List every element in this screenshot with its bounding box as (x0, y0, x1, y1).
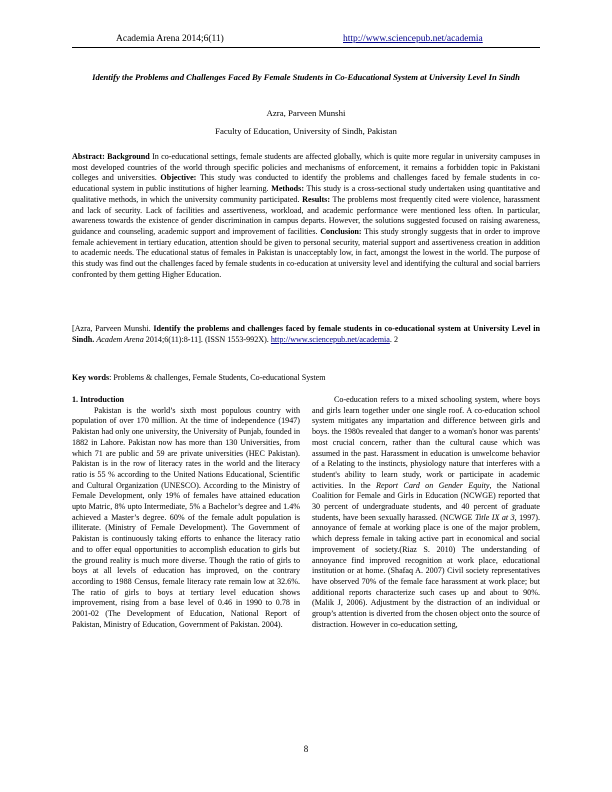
intro-paragraph-1: Pakistan is the world’s sixth most populous country with population of over 170 million. At the time of independence (1947) Pakistan had only one university, the University of Punjab, founded in 1882 in Lahore. Pakistan now has more than 130 Universities, from which 71 are public and 59 are private universities (HEC Pakistan). Pakistan is in the row of literacy rates in the world and the literacy ratio is 55 % according to the United Nations Educational, Scientific and Cultural Organization (UNESCO). According to the Ministry of Female Development, only 19% of females have attained education upto Matric, 8% upto Intermediate, 5% a Bachelor’s degree and 1.4% achieved a Master’s degree. 60% of the female adult population is illiterate. (Ministry of Female Development). The Government of Pakistan is continuously taking efforts to enhance the literacy ratio and to offer equal opportunities to accomplish education to girls but the ground reality is much more diverse. Though the ratio of girls to boys at all levels of education has improved, on the contrary according to 1988 Census, female literacy rate remain low at 32.6%. The ratio of girls to boys at tertiary level education shows improvement, rising from a base level of 0.46 in 1990 to 0.78 in 2001-02 (The Development of Education, National Report of Pakistan, Ministry of Education, Government of Pakistan. 2004). (72, 405, 300, 629)
citation-details: 2014;6(11):8-11]. (ISSN 1553-992X). (145, 334, 269, 344)
report-card-title: Report Card on Gender Equity (376, 480, 490, 490)
right-column (312, 395, 540, 630)
title-ix-reference: Title IX at 3 (474, 512, 515, 522)
keywords-label: Key words (72, 373, 110, 382)
coeducation-text-b: , the National Coalition for Female and Girls in Education (NCWGE) reported that 30 percent of undergraduate students, and 40 percent of graduate students, have been sexually harassed. (NCWGE (312, 480, 540, 522)
page-number: 8 (303, 744, 309, 754)
citation-title: Identify the problems and challenges faced by female students in co-educational system at University Level in Sindh. (72, 324, 540, 344)
background-text: In co-educational settings, female students are affected globally, which is quite more regular in university campuses in most developed countries of the world through specific policies and mechanisms of enforcement, it remains a forbidden topic in Pakistani colleges and universities. (72, 152, 540, 183)
header-rule (72, 47, 540, 48)
paper-affiliation: Faculty of Education, University of Sindh, Pakistan (215, 126, 397, 136)
keywords-text: : Problems & challenges, Female Students, Co-educational System (109, 373, 326, 382)
coeducation-text-c: , 1997). annoyance of female at working place is one of the major problem, which depress female in taking active part in economical and social improvement of society.(Riaz S. 2010) The understanding of annoyance find improved recognition at work place, educational institution or at home. (Shafaq A. 2007) Civil society representatives have observed 70% of the female face harassment at work place; but additional reports characterize such cases up and about to 90%. (Malik J, 2006). Adjustment by the distraction of an individual or group’s attention is diverted from the chosen object onto the source of distraction. However in co-education setting, (312, 512, 541, 629)
citation-url-link[interactable]: http://www.sciencepub.net/academia (270, 334, 390, 344)
objective-text: This study was conducted to identify the problems and challenges faced by female students in co-educational system in public institutions of higher learning. (72, 173, 540, 194)
intro-paragraph-2 (312, 395, 540, 630)
abstract-label: Abstract (72, 152, 103, 161)
running-header-url-link[interactable]: http://www.sciencepub.net/academia (343, 34, 483, 44)
background-label: Background (107, 152, 150, 161)
intro-heading: 1. Introduction (72, 395, 125, 404)
paper-title: Identify the Problems and Challenges Faced By Female Students in Co-Educational System at University Level In Sindh (92, 72, 520, 82)
abstract: Abstract: Background In co-educational settings, female students are affected globally, which is quite more regular in university campuses in most developed countries of the world through specific policies and mechanisms of enforcement, it remains a forbidden topic in Pakistani colleges and universities. Objective: This study was conducted to identify the problems and challenges faced by female students in co-educational system in public institutions of higher learning. Methods: This study is a cross-sectional study undertaken using quantitative and qualitative methods, in which the university community participated. Results: The problems most frequently cited were violence, harassment and lack of security. Lack of facilities and assertiveness, workload, and academic performance were mentioned less often. In particular, awareness towards the existence of gender discrimination in campus departs. However, the solutions suggested focused on raising awareness, guidance and counseling, academic support and improvement of facilities. Conclusion: This study strongly suggests that in order to improve female achievement in tertiary education, attention should be given to personal security, material support and assertiveness creation in addition to academic needs. The educational status of females in Pakistan is unacceptably low, in fact, amongst the lowest in the world. The purpose of this study was find out the challenges faced by female students in co-education at university level and identifying the cultural and social barriers confronted by them getting Higher Education. (72, 152, 540, 279)
results-text: The problems most frequently cited were violence, harassment and lack of security. Lack of facilities and assertiveness, workload, and academic performance were mentioned less often. In particular, awareness towards the existence of gender discrimination in campus departs. However, the solutions suggested focused on raising awareness, guidance and counseling, academic support and improvement of facilities. (72, 194, 540, 236)
citation-suffix: . 2 (389, 334, 398, 344)
running-header-journal: Academia Arena 2014;6(11) (116, 34, 224, 44)
conclusion-label: Conclusion (320, 226, 359, 236)
coeducation-text-a: Co-education refers to a mixed schooling system, where boys and girls learn together under one single roof. A co-education school system mitigates any impartation and difference between girls and boys. the 1980s revealed that danger to a woman's honor was parents' most crucial concern, rather than the cultural cause which was assumed in the past. Harassment in education is unwelcome behavior of a Relating to the instincts, physiology nature that interferes with a student's ability to learn study, work or participate in academic activities. In the (312, 395, 540, 490)
conclusion-text: This study strongly suggests that in order to improve female achievement in tertiary education, attention should be given to personal security, material support and assertiveness creation in addition to academic needs. The educational status of females in Pakistan is unacceptably low, in fact, amongst the lowest in the world. The purpose of this study was find out the challenges faced by female students in co-education at university level and identifying the cultural and social barriers confronted by them getting Higher Education. (72, 226, 540, 279)
methods-text: This study is a cross-sectional study undertaken using quantitative and qualitative methods, in which the university community participated. (72, 184, 540, 204)
left-column (72, 395, 300, 630)
citation-journal: Academ Arena (96, 334, 144, 344)
citation-authors: [Azra, Parveen Munshi. (72, 324, 151, 333)
methods-label: Methods (271, 184, 302, 194)
results-label: Results (302, 194, 328, 204)
objective-label: Objective (160, 173, 194, 183)
keywords (72, 373, 540, 384)
citation (72, 324, 540, 345)
paper-authors: Azra, Parveen Munshi (266, 108, 346, 118)
